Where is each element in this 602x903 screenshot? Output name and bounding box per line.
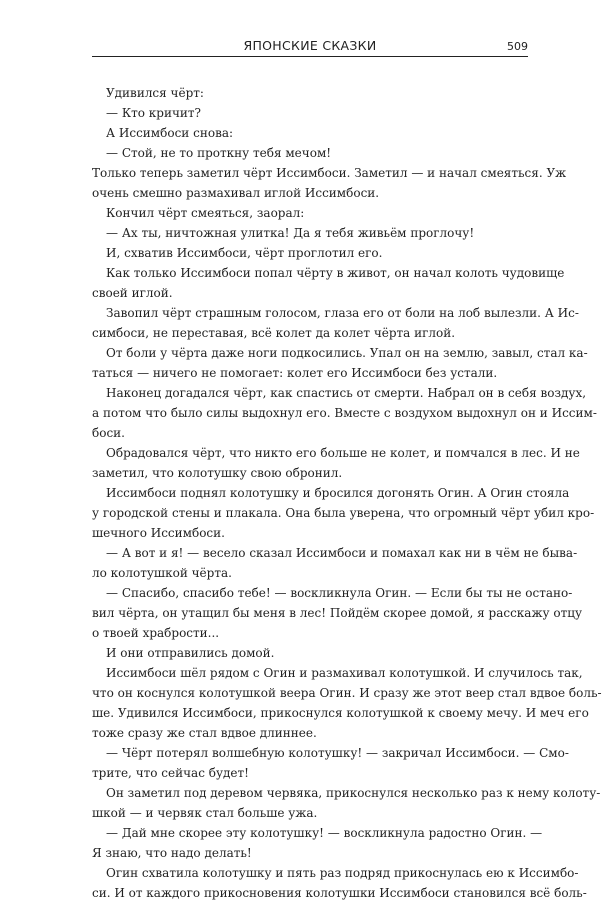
text-line: Кончил чёрт смеяться, заорал:	[106, 206, 305, 220]
text-line: — Спасибо, спасибо тебе! — воскликнула Огин. — Если бы ты не остано-	[106, 586, 573, 600]
text-line: о твоей храбрости...	[92, 626, 220, 640]
running-head	[92, 38, 528, 57]
text-line: своей иглой.	[92, 286, 173, 300]
text-line: Огин схватила колотушку и пять раз подряд прикоснулась ею к Иссимбо-	[106, 866, 579, 880]
text-line: Удивился чёрт:	[106, 86, 204, 100]
text-line: Я знаю, что надо делать!	[92, 846, 252, 860]
text-line: ло колотушкой чёрта.	[92, 566, 232, 580]
text-line: очень смешно размахивал иглой Иссимбоси.	[92, 186, 380, 200]
text-line: Наконец догадался чёрт, как спастись от смерти. Набрал он в себя воздух,	[106, 386, 587, 400]
text-line: Обрадовался чёрт, что никто его больше не колет, и помчался в лес. И не	[106, 446, 580, 460]
text-line: таться — ничего не помогает: колет его Иссимбоси без устали.	[92, 366, 498, 380]
text-line: Завопил чёрт страшным голосом, глаза его от боли на лоб вылезли. А Ис-	[106, 306, 579, 320]
text-line: И, схватив Иссимбоси, чёрт проглотил его.	[106, 246, 383, 260]
text-line: — Чёрт потерял волшебную колотушку! — закричал Иссимбоси. — Смо-	[106, 746, 569, 760]
text-line: тоже сразу же стал вдвое длиннее.	[92, 726, 317, 740]
text-line: си. И от каждого прикосновения колотушки Иссимбоси становился всё боль-	[92, 886, 587, 900]
page-number: 509	[507, 40, 528, 53]
text-line: И они отправились домой.	[106, 646, 275, 660]
text-line: — Стой, не то проткну тебя мечом!	[106, 146, 332, 160]
text-line: а потом что было силы выдохнул его. Вместе с воздухом выдохнул он и Иссим-	[92, 406, 597, 420]
text-line: Только теперь заметил чёрт Иссимбоси. Заметил — и начал смеяться. Уж	[92, 166, 567, 180]
text-line: ше. Удивился Иссимбоси, прикоснулся колотушкой к своему мечу. И меч его	[92, 706, 589, 720]
text-line: Иссимбоси шёл рядом с Огин и размахивал колотушкой. И случилось так,	[106, 666, 583, 680]
text-line: у городской стены и плакала. Она была уверена, что огромный чёрт убил кро-	[92, 506, 595, 520]
text-line: — Ах ты, ничтожная улитка! Да я тебя живьём проглочу!	[106, 226, 475, 240]
text-line: боси.	[92, 426, 125, 440]
running-head-title: ЯПОНСКИЕ СКАЗКИ	[243, 38, 377, 53]
text-line: трите, что сейчас будет!	[92, 766, 249, 780]
text-line: Как только Иссимбоси попал чёрту в живот, он начал колоть чудовище	[106, 266, 565, 280]
text-line: Он заметил под деревом червяка, прикоснулся несколько раз к нему колоту-	[106, 786, 601, 800]
text-line: шкой — и червяк стал больше ужа.	[92, 806, 318, 820]
story-text	[92, 83, 602, 903]
text-line: — Кто кричит?	[106, 106, 201, 120]
text-line: — Дай мне скорее эту колотушку! — воскликнула радостно Огин. —	[106, 826, 543, 840]
text-line: От боли у чёрта даже ноги подкосились. Упал он на землю, завыл, стал ка-	[106, 346, 588, 360]
text-line: — А вот и я! — весело сказал Иссимбоси и помахал как ни в чём не быва-	[106, 546, 578, 560]
text-line: вил чёрта, он утащил бы меня в лес! Пойдём скорее домой, я расскажу отцу	[92, 606, 583, 620]
text-line: заметил, что колотушку свою обронил.	[92, 466, 343, 480]
text-line: шечного Иссимбоси.	[92, 526, 225, 540]
text-line: Иссимбоси поднял колотушку и бросился догонять Огин. А Огин стояла	[106, 486, 570, 500]
text-line: что он коснулся колотушкой веера Огин. И сразу же этот веер стал вдвое боль-	[92, 686, 602, 700]
text-line: А Иссимбоси снова:	[106, 126, 234, 140]
text-line: симбоси, не переставая, всё колет да колет чёрта иглой.	[92, 326, 456, 340]
